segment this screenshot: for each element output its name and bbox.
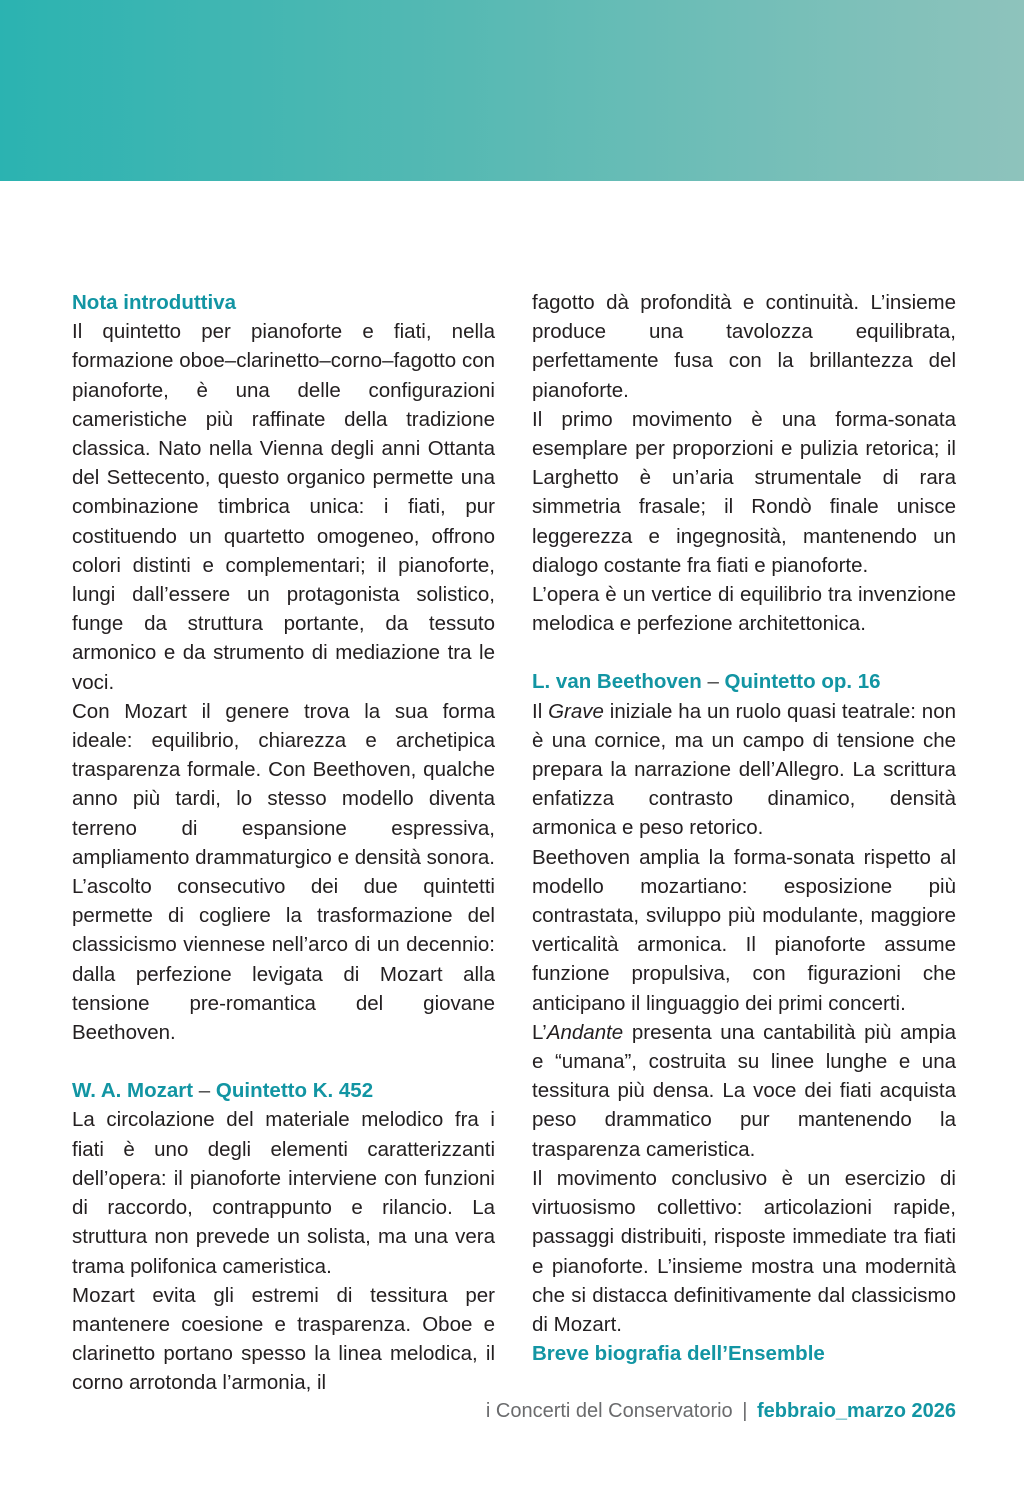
footer-series-label: i Concerti del Conservatorio bbox=[485, 1400, 733, 1422]
section-heading bbox=[72, 1076, 495, 1105]
page-footer bbox=[0, 1398, 956, 1424]
text-column-right bbox=[532, 288, 956, 1368]
text-run: Andante bbox=[546, 1020, 624, 1044]
paragraph bbox=[532, 1164, 956, 1339]
text-run: – bbox=[193, 1079, 216, 1103]
text-run: Quintetto op. 16 bbox=[724, 670, 881, 694]
text-run: – bbox=[701, 670, 725, 694]
paragraph bbox=[532, 697, 956, 843]
paragraph bbox=[72, 317, 495, 697]
text-run: Il bbox=[532, 699, 549, 723]
footer-separator: | bbox=[742, 1400, 748, 1422]
text-run: W. A. Mozart bbox=[72, 1079, 194, 1103]
paragraph bbox=[532, 843, 956, 1018]
section-heading bbox=[532, 1339, 956, 1368]
paragraph bbox=[532, 405, 956, 580]
header-band bbox=[0, 0, 1024, 181]
section-heading bbox=[532, 667, 956, 696]
text-run: Il movimento conclusivo è un esercizio di virtuosismo collettivo: articolazioni rapide, passaggi distribuiti, risposte immediate tra fiati e pianoforte. L’insieme mostra una modernità che si distacca definitivamente dal classicismo di Mozart. bbox=[532, 1166, 956, 1336]
text-run: L. van Beethoven bbox=[532, 670, 702, 694]
section-heading bbox=[72, 288, 495, 317]
paragraph bbox=[532, 288, 956, 405]
text-run: Quintetto K. 452 bbox=[215, 1079, 374, 1103]
text-run: Grave bbox=[548, 699, 604, 723]
text-run: presenta una cantabilità più ampia e “umana”, costruita su linee lunghe e una tessitura più densa. La voce dei fiati acquista peso drammatico pur mantenendo la trasparenza cameristica. bbox=[532, 1020, 956, 1161]
text-column-left bbox=[72, 288, 495, 1398]
text-run: Il quintetto per pianoforte e fiati, nella formazione oboe–clarinetto–corno–fagotto con pianoforte, è una delle configurazioni cameristiche più raffinate della tradizione classica. Nato nella Vienna degli anni Ottanta del Settecento, questo organico permette una combinazione timbrica unica: i fiati, pur costituendo un quartetto omogeneo, offrono colori distinti e complementari; il pianoforte, lungi dall’essere un protagonista solistico, funge da struttura portante, da tessuto armonico e da strumento di mediazione tra le voci. bbox=[72, 320, 495, 694]
text-run: Con Mozart il genere trova la sua forma ideale: equilibrio, chiarezza e archetipica trasparenza formale. Con Beethoven, qualche anno più tardi, lo stesso modello diventa terreno di espansione espressiva, ampliamento drammaturgico e densità sonora. L’ascolto consecutivo dei due quintetti permette di cogliere la trasformazione del classicismo viennese nell’arco di un decennio: dalla perfezione levigata di Mozart alla tensione pre-romantica del giovane Beethoven. bbox=[72, 699, 495, 1045]
text-run: Nota introduttiva bbox=[72, 291, 236, 314]
text-run: fagotto dà profondità e continuità. L’insieme produce una tavolozza equilibrata, perfettamente fusa con la brillantezza del pianoforte. bbox=[532, 291, 956, 402]
paragraph bbox=[72, 1105, 495, 1280]
paragraph bbox=[532, 1018, 956, 1164]
text-run: L’ bbox=[532, 1020, 547, 1044]
paragraph bbox=[72, 1281, 495, 1398]
text-run: La circolazione del materiale melodico fra i fiati è uno degli elementi caratterizzanti dell’opera: il pianoforte interviene con funzioni di raccordo, contrappunto e rilancio. La struttura non prevede un solista, ma una vera trama polifonica cameristica. bbox=[72, 1108, 495, 1278]
footer-issue-label: febbraio_marzo 2026 bbox=[757, 1400, 956, 1422]
text-run: Il primo movimento è una forma-sonata esemplare per proporzioni e pulizia retorica; il Larghetto è un’aria strumentale di rara simmetria frasale; il Rondò finale unisce leggerezza e ingegnosità, mantenendo un dialogo costante fra fiati e pianoforte. bbox=[532, 407, 956, 577]
text-run: iniziale ha un ruolo quasi teatrale: non è una cornice, ma un campo di tensione che prepara la narrazione dell’Allegro. La scrittura enfatizza contrasto dinamico, densità armonica e peso retorico. bbox=[532, 699, 957, 840]
text-run: Breve biografia dell’Ensemble bbox=[532, 1342, 825, 1366]
paragraph bbox=[532, 580, 956, 638]
text-run: Mozart evita gli estremi di tessitura per mantenere coesione e trasparenza. Oboe e clarinetto portano spesso la linea melodica, il corno arrotonda l’armonia, il bbox=[72, 1283, 495, 1395]
paragraph bbox=[72, 697, 495, 1047]
text-run: Beethoven amplia la forma-sonata rispetto al modello mozartiano: esposizione più contrastata, sviluppo più modulante, maggiore verticalità armonica. Il pianoforte assume funzione propulsiva, con figurazioni che anticipano il linguaggio dei primi concerti. bbox=[532, 845, 956, 1015]
text-run: L’opera è un vertice di equilibrio tra invenzione melodica e perfezione architettonica. bbox=[532, 583, 956, 636]
